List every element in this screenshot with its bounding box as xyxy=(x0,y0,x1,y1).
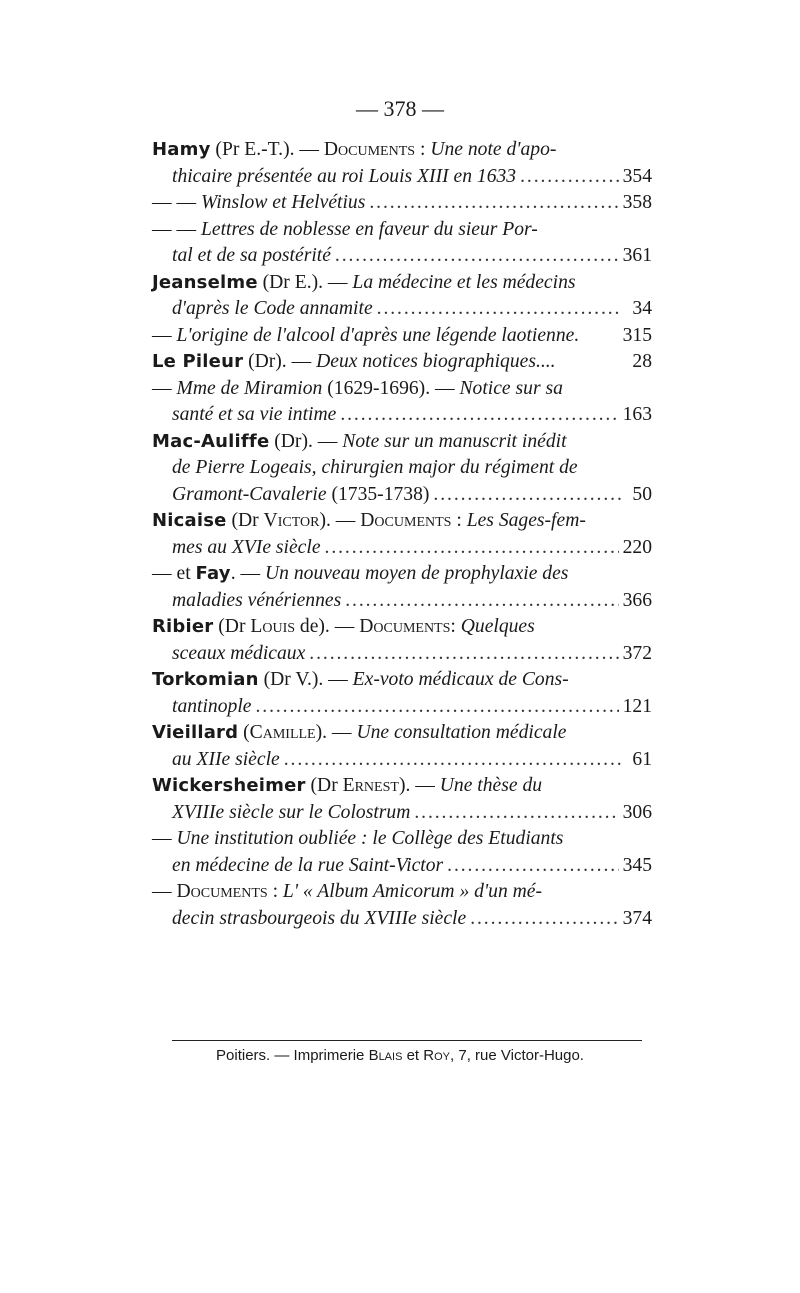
page-ref: 315 xyxy=(622,324,652,346)
printer-imprint: Poitiers. — Imprimerie Blais et Roy, 7, rue Victor-Hugo. xyxy=(216,1047,584,1064)
index-line: — et Fay . — Un nouveau moyen de prophylaxie des xyxy=(152,561,652,588)
index-entry-torkomian xyxy=(152,667,652,720)
page-ref: 121 xyxy=(622,695,652,717)
leader-dots xyxy=(325,535,619,562)
index-line: — — Lettres de noblesse en faveur du sieur Por- xyxy=(152,218,538,240)
index-line: Jeanselme (Dr E.). — La médecine et les médecins xyxy=(152,270,652,297)
index-line: santé et sa vie intime . . . 163 xyxy=(152,402,652,429)
index-line: Le Pileur (Dr). — Deux notices biographiques.... 28 xyxy=(152,349,652,376)
leader-dots xyxy=(335,243,619,270)
page-ref: 345 xyxy=(622,854,652,876)
page-ref: 28 xyxy=(632,351,652,372)
index-line: Wickersheimer (Dr Ernest ). — Une thèse du xyxy=(152,773,652,800)
page-ref: 61 xyxy=(632,748,652,770)
leader-dots xyxy=(340,402,618,429)
index-line: en médecine de la rue Saint-Victor . . . 345 xyxy=(152,853,652,880)
index-line: Ribier (Dr Louis de). — Documents : Quelques xyxy=(152,614,652,641)
author-name: Hamy xyxy=(152,139,211,160)
page-ref: 361 xyxy=(622,245,652,266)
author-name: Nicaise xyxy=(152,510,227,531)
page-ref: 50 xyxy=(632,483,652,505)
leader-dots xyxy=(520,164,619,191)
footer-rule xyxy=(172,1040,642,1041)
index-line: au XIIe siècle . . . 61 xyxy=(152,747,652,774)
index-line: tal et de sa postérité . . . 361 xyxy=(152,243,652,270)
index-entry-le-pileur xyxy=(152,349,652,429)
index-line: Mac-Auliffe (Dr). — Note sur un manuscrit inédit xyxy=(152,429,652,456)
page-ref: 34 xyxy=(632,298,652,319)
index-line: Vieillard ( Camille ). — Une consultation médicale xyxy=(152,720,652,747)
author-index xyxy=(152,137,652,932)
leader-dots xyxy=(414,800,618,827)
index-line: d'après le Code annamite . . . 34 xyxy=(152,296,652,323)
index-line: XVIIIe siècle sur le Colostrum . . . 306 xyxy=(152,800,652,827)
leader-dots xyxy=(433,482,622,509)
leader-dots xyxy=(309,641,618,668)
index-line: — Documents : L' « Album Amicorum » d'un mé- xyxy=(152,881,543,902)
index-line: sceaux médicaux . . . 372 xyxy=(152,641,652,668)
index-entry-vieillard xyxy=(152,720,652,773)
leader-dots xyxy=(369,190,618,217)
index-line: — L'origine de l'alcool d'après une légende laotienne. 315 xyxy=(152,323,652,350)
leader-dots xyxy=(377,296,622,323)
page-ref: 306 xyxy=(622,801,652,823)
page-ref: 372 xyxy=(622,642,652,664)
index-line: Hamy (Pr E.-T.). — Documents : Une note d'apo- xyxy=(152,137,652,164)
author-name: Vieillard xyxy=(152,722,239,743)
author-name: Jeanselme xyxy=(152,271,258,293)
index-line: thicaire présentée au roi Louis XIII en 1633 . . . 354 xyxy=(152,164,652,191)
page-ref: 374 xyxy=(622,907,652,929)
leader-dots xyxy=(255,694,618,721)
index-entry-ribier xyxy=(152,614,652,667)
index-entry-jeanselme xyxy=(152,270,652,350)
index-line: tantinople . . . 121 xyxy=(152,694,652,721)
page-ref: 354 xyxy=(622,165,652,187)
page-ref: 366 xyxy=(622,589,652,611)
author-name: Mac-Auliffe xyxy=(152,430,270,452)
author-name: Wickersheimer xyxy=(152,775,306,796)
leader-dots xyxy=(284,747,622,774)
index-line: decin strasbourgeois du XVIIIe siècle . . . 374 xyxy=(152,906,652,933)
page-ref: 358 xyxy=(622,192,652,213)
index-line: Torkomian (Dr V.). — Ex-voto médicaux de Cons- xyxy=(152,667,652,694)
index-line: Gramont-Cavalerie (1735-1738) . . . 50 xyxy=(152,482,652,509)
index-line: de Pierre Logeais, chirurgien major du régiment de xyxy=(172,457,578,478)
page-ref: 220 xyxy=(622,536,652,558)
index-line: mes au XVIe siècle . . . 220 xyxy=(152,535,652,562)
leader-dots xyxy=(447,853,618,880)
leader-dots xyxy=(470,906,618,933)
index-line: — — Winslow et Helvétius . . . 358 xyxy=(152,190,652,217)
author-name: Torkomian xyxy=(152,669,259,690)
index-entry-wickersheimer xyxy=(152,773,652,932)
index-line: maladies vénériennes . . . 366 xyxy=(152,588,652,615)
index-entry-nicaise xyxy=(152,508,652,614)
page-ref: 163 xyxy=(622,404,652,425)
author-name: Ribier xyxy=(152,616,214,637)
index-entry-mac-auliffe xyxy=(152,429,652,509)
coauthor-name: Fay xyxy=(195,563,231,584)
leader-dots xyxy=(345,588,618,615)
index-line: Nicaise (Dr Victor ). — Documents : Les Sages-fem- xyxy=(152,508,652,535)
author-name: Le Pileur xyxy=(152,351,244,372)
page-number: — 378 — xyxy=(356,96,444,121)
index-line: — Mme de Miramion (1629-1696). — Notice sur sa xyxy=(152,377,563,399)
index-entry-hamy xyxy=(152,137,652,270)
index-line: — Une institution oubliée : le Collège des Etudiants xyxy=(152,828,564,849)
